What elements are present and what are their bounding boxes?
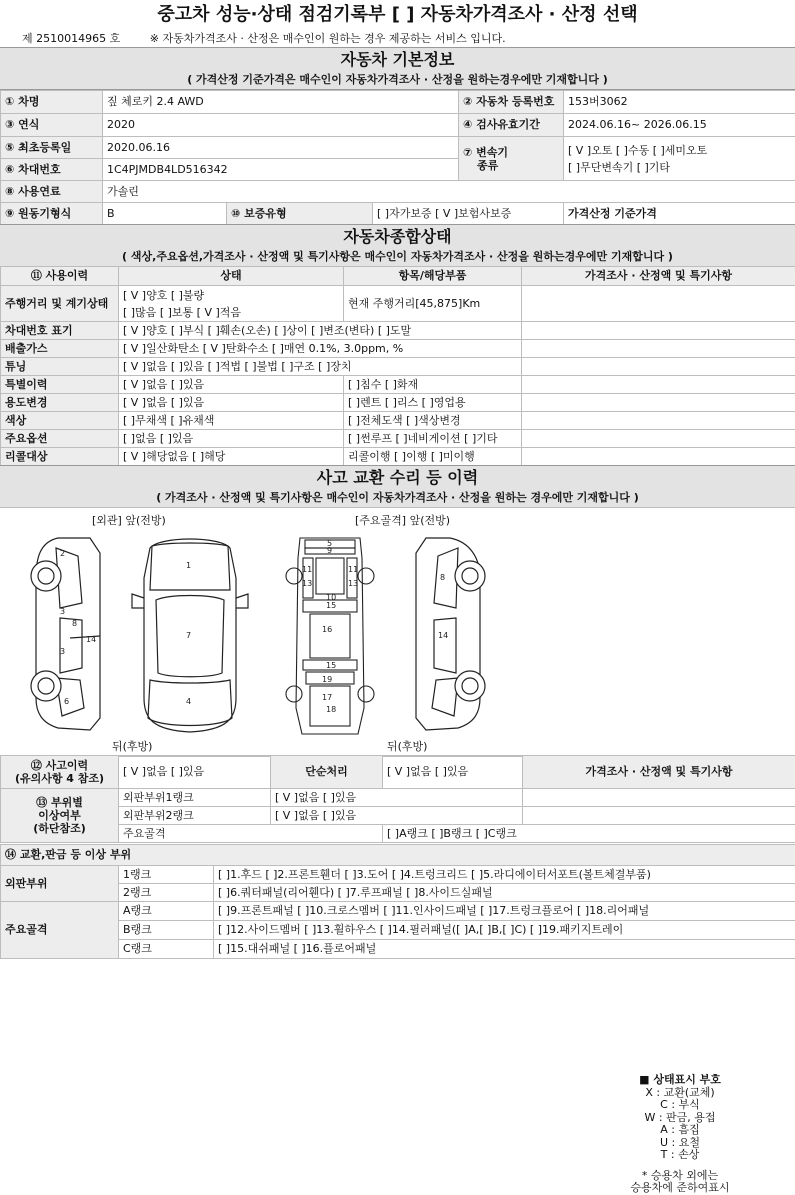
status-row-state: [ V ]없음 [ ]있음: [119, 376, 344, 394]
simple-repair-label: 단순처리: [271, 756, 383, 789]
accident-history-label-line1: ⑫ 사고이력: [5, 759, 114, 772]
warranty-label: ⑩ 보증유형: [227, 203, 373, 225]
outer-parts-label: 외판부위: [1, 866, 119, 902]
outer-parts: [ ]6.쿼터패널(리어휀다) [ ]7.루프패널 [ ]8.사이드실패널: [214, 884, 795, 902]
status-row-label: 특별이력: [1, 376, 119, 394]
status-row-item: [ ]침수 [ ]화재: [344, 376, 522, 394]
inspection-label: ④ 검사유효기간: [459, 114, 564, 137]
table-row: [1, 340, 795, 358]
status-row-state: [ V ]일산화탄소 [ V ]탄화수소 [ ]매연 0.1%, 3.0ppm, %: [119, 340, 522, 358]
outer-rank: 2랭크: [119, 884, 214, 902]
car-diagram-svg: [0, 508, 795, 756]
first-reg-value: 2020.06.16: [103, 137, 459, 159]
outer-parts: [ ]1.후드 [ ]2.프론트휀더 [ ]3.도어 [ ]4.트렁크리드 [ ]5.라디에이터서포트(볼트체결부품): [214, 866, 795, 884]
status-row-item: [ ]썬루프 [ ]네비게이션 [ ]기타: [344, 430, 522, 448]
svg-text:3: 3: [60, 607, 65, 616]
table-row: [1, 412, 795, 430]
abnormality-table: [0, 788, 795, 843]
status-col-item: 항목/해당부품: [344, 267, 522, 286]
vin-label: ⑥ 차대번호: [1, 159, 103, 181]
simple-repair-value: [ V ]없음 [ ]있음: [383, 756, 523, 789]
status-row-price: [522, 286, 795, 322]
status-row-label: 색상: [1, 412, 119, 430]
transmission-label: [459, 137, 564, 181]
svg-text:11: 11: [348, 565, 358, 574]
abnormality-label-line3: (하단참조): [5, 822, 114, 835]
vin-value: 1C4PJMDB4LD516342: [103, 159, 459, 181]
svg-text:13: 13: [302, 579, 312, 588]
accident-history-table: [0, 755, 795, 789]
warranty-value: [ ]자가보증 [ V ]보험사보증: [373, 203, 564, 225]
svg-text:8: 8: [440, 573, 445, 582]
table-row: [1, 394, 795, 412]
svg-text:17: 17: [322, 693, 332, 702]
abnormality-row-name: 주요골격: [119, 825, 383, 843]
status-row-price: [522, 412, 795, 430]
car-side-view-right: [416, 538, 485, 730]
status-row-state: [ ]없음 [ ]있음: [119, 430, 344, 448]
status-row-item: [ ]렌트 [ ]리스 [ ]영업용: [344, 394, 522, 412]
svg-text:19: 19: [322, 675, 332, 684]
fuel-label: ⑧ 사용연료: [1, 181, 103, 203]
legend-item: X : 교환(교체): [600, 1087, 760, 1100]
abnormality-row-name: 외판부위1랭크: [119, 789, 271, 807]
status-row-state: [ V ]양호 [ ]부식 [ ]훼손(오손) [ ]상이 [ ]변조(변타) [ ]도말: [119, 322, 522, 340]
registration-line: [22, 30, 532, 46]
legend-box: [600, 1074, 760, 1195]
status-row-price: [522, 376, 795, 394]
abnormality-row-price: [523, 807, 795, 825]
abnormality-label: [1, 789, 119, 843]
exterior-front-label: [외관] 앞(전방): [92, 512, 166, 528]
frame-rank: C랭크: [119, 940, 214, 959]
status-row-label: 용도변경: [1, 394, 119, 412]
status-title: 자동차종합상태: [0, 224, 795, 249]
svg-text:13: 13: [348, 579, 358, 588]
svg-text:1: 1: [186, 561, 191, 570]
frame-parts: [ ]9.프론트패널 [ ]10.크로스멤버 [ ]11.인사이드패널 [ ]17.트렁크플로어 [ ]18.리어패널: [214, 902, 795, 921]
status-row-state-line2: [ ]많음 [ ]보통 [ V ]적음: [123, 304, 339, 321]
status-row-state-line1: [ V ]양호 [ ]불량: [123, 287, 339, 304]
status-row-price: [522, 394, 795, 412]
status-row-price: [522, 430, 795, 448]
status-row-label: 배출가스: [1, 340, 119, 358]
table-row: [1, 286, 795, 322]
abnormality-row-price: [523, 789, 795, 807]
transmission-value-line1: [ V ]오토 [ ]수동 [ ]세미오토: [568, 142, 791, 159]
fuel-value: 가솔린: [103, 181, 795, 203]
year-value: 2020: [103, 114, 459, 137]
frame-front-label: [주요골격] 앞(전방): [355, 512, 450, 528]
frame-parts: [ ]12.사이드멤버 [ ]13.휠하우스 [ ]14.필러패널([ ]A,[ ]B,[ ]C) [ ]19.패키지트레이: [214, 921, 795, 940]
legend-item: U : 요철: [600, 1137, 760, 1150]
svg-text:6: 6: [64, 697, 69, 706]
legend-title: ■ 상태표시 부호: [600, 1074, 760, 1087]
legend-item: T : 손상: [600, 1149, 760, 1162]
year-label: ③ 연식: [1, 114, 103, 137]
svg-text:16: 16: [322, 625, 332, 634]
car-side-labels-right: [438, 573, 448, 640]
engine-value: B: [103, 203, 227, 225]
car-top-labels: [186, 561, 191, 706]
accident-history-label-line2: (유의사항 4 참조): [5, 772, 114, 785]
legend-item: W : 판금, 용접: [600, 1112, 760, 1125]
abnormality-row-value: [ V ]없음 [ ]있음: [271, 807, 523, 825]
status-row-item: [ ]전체도색 [ ]색상변경: [344, 412, 522, 430]
table-row: [1, 430, 795, 448]
svg-text:7: 7: [186, 631, 191, 640]
basic-info-table: [0, 90, 795, 225]
status-row-state: [ V ]해당없음 [ ]해당: [119, 448, 344, 466]
status-row-state: [ V ]없음 [ ]있음 [ ]적법 [ ]불법 [ ]구조 [ ]장치: [119, 358, 522, 376]
inspection-value: 2024.06.16~ 2026.06.15: [564, 114, 795, 137]
accident-title: 사고 교환 수리 등 이력: [0, 465, 795, 490]
frame-parts: [ ]15.대쉬패널 [ ]16.플로어패널: [214, 940, 795, 959]
status-row-label: 리콜대상: [1, 448, 119, 466]
svg-text:5: 5: [327, 539, 332, 548]
status-row-state: [ ]무채색 [ ]유채색: [119, 412, 344, 430]
svg-text:4: 4: [186, 697, 191, 706]
page-title: 중고차 성능·상태 점검기록부 [ ] 자동차가격조사 · 산정 선택: [0, 0, 795, 28]
svg-text:15: 15: [326, 661, 336, 670]
status-row-item: 리콜이행 [ ]이행 [ ]미이행: [344, 448, 522, 466]
reg-number-label: ② 자동차 등록번호: [459, 91, 564, 114]
svg-text:9: 9: [327, 546, 332, 555]
status-table: [0, 266, 795, 466]
table-row: [1, 358, 795, 376]
svg-text:15: 15: [326, 601, 336, 610]
status-row-label: 차대번호 표기: [1, 322, 119, 340]
frame-rank: A랭크: [119, 902, 214, 921]
car-side-labels-left: [60, 549, 96, 706]
abnormality-row-value: [ ]A랭크 [ ]B랭크 [ ]C랭크: [383, 825, 795, 843]
accident-history-value: [ V ]없음 [ ]있음: [119, 756, 271, 789]
status-row-price: [522, 340, 795, 358]
engine-label: ⑨ 원동기형식: [1, 203, 103, 225]
damage-diagram-area: [0, 507, 795, 757]
frame-rank: B랭크: [119, 921, 214, 940]
abnormality-row-name: 외판부위2랭크: [119, 807, 271, 825]
abnormality-row-value: [ V ]없음 [ ]있음: [271, 789, 523, 807]
svg-text:14: 14: [86, 635, 96, 644]
reg-number-value: 153버3062: [564, 91, 795, 114]
basic-info-title: 자동차 기본정보: [0, 47, 795, 72]
transmission-value-line2: [ ]무단변속기 [ ]기타: [568, 159, 791, 176]
basic-info-note: ( 가격산정 기준가격은 매수인이 자동차가격조사 · 산정을 원하는경우에만 기재합니다 ): [0, 71, 795, 90]
accident-note: ( 가격조사 · 산정액 및 특기사항은 매수인이 자동차가격조사 · 산정을 원하는 경우에만 기재합니다 ): [0, 489, 795, 508]
abnormality-label-line1: ⑬ 부위별: [5, 796, 114, 809]
status-row-label: 주행거리 및 계기상태: [1, 286, 119, 322]
status-row-label: 튜닝: [1, 358, 119, 376]
svg-text:8: 8: [72, 619, 77, 628]
legend-note: * 승용차 외에는: [600, 1170, 760, 1183]
car-name-value: 짚 체로키 2.4 AWD: [103, 91, 459, 114]
status-col-price: 가격조사 · 산정액 및 특기사항: [522, 267, 795, 286]
status-col-history: ⑪ 사용이력: [1, 267, 119, 286]
transmission-label-line2: 종류: [463, 159, 559, 172]
frame-rear-label: 뒤(후방): [387, 738, 427, 754]
parts-table: [0, 844, 795, 959]
svg-text:14: 14: [438, 631, 448, 640]
transmission-value: [564, 137, 795, 181]
frame-parts-label: 주요골격: [1, 902, 119, 959]
status-row-price: [522, 358, 795, 376]
status-row-item: 현재 주행거리[45,875]Km: [344, 286, 522, 322]
table-row: [1, 376, 795, 394]
first-reg-label: ⑤ 최초등록일: [1, 137, 103, 159]
transmission-label-line1: ⑦ 변속기: [463, 146, 559, 159]
outer-rank: 1랭크: [119, 866, 214, 884]
status-row-state: [ V ]없음 [ ]있음: [119, 394, 344, 412]
legend-note: 승용차에 준하여표시: [600, 1182, 760, 1195]
accident-price-label: 가격조사 · 산정액 및 특기사항: [523, 756, 795, 789]
svg-text:18: 18: [326, 705, 336, 714]
status-row-state: [119, 286, 344, 322]
status-col-state: 상태: [119, 267, 344, 286]
accident-history-label: [1, 756, 119, 789]
price-base-label: 가격산정 기준가격: [564, 203, 795, 225]
svg-text:11: 11: [302, 565, 312, 574]
legend-item: A : 흠집: [600, 1124, 760, 1137]
svg-text:3: 3: [60, 647, 65, 656]
svg-text:2: 2: [60, 549, 65, 558]
registration-number: 제 2510014965 호: [22, 32, 120, 45]
table-row: [1, 322, 795, 340]
parts-title: ⑭ 교환,판금 등 이상 부위: [1, 845, 795, 866]
status-row-price: [522, 322, 795, 340]
status-row-price: [522, 448, 795, 466]
car-name-label: ① 차명: [1, 91, 103, 114]
abnormality-label-line2: 이상여부: [5, 809, 114, 822]
svg-text:10: 10: [326, 593, 336, 602]
status-note: ( 색상,주요옵션,가격조사 · 산정액 및 특기사항은 매수인이 자동차가격조사 · 산정을 원하는경우에만 기재합니다 ): [0, 248, 795, 267]
table-row: [1, 448, 795, 466]
exterior-rear-label: 뒤(후방): [112, 738, 152, 754]
status-row-label: 주요옵션: [1, 430, 119, 448]
registration-note: ※ 자동차가격조사 · 산정은 매수인이 원하는 경우 제공하는 서비스 입니다.: [150, 32, 506, 45]
legend-item: C : 부식: [600, 1099, 760, 1112]
